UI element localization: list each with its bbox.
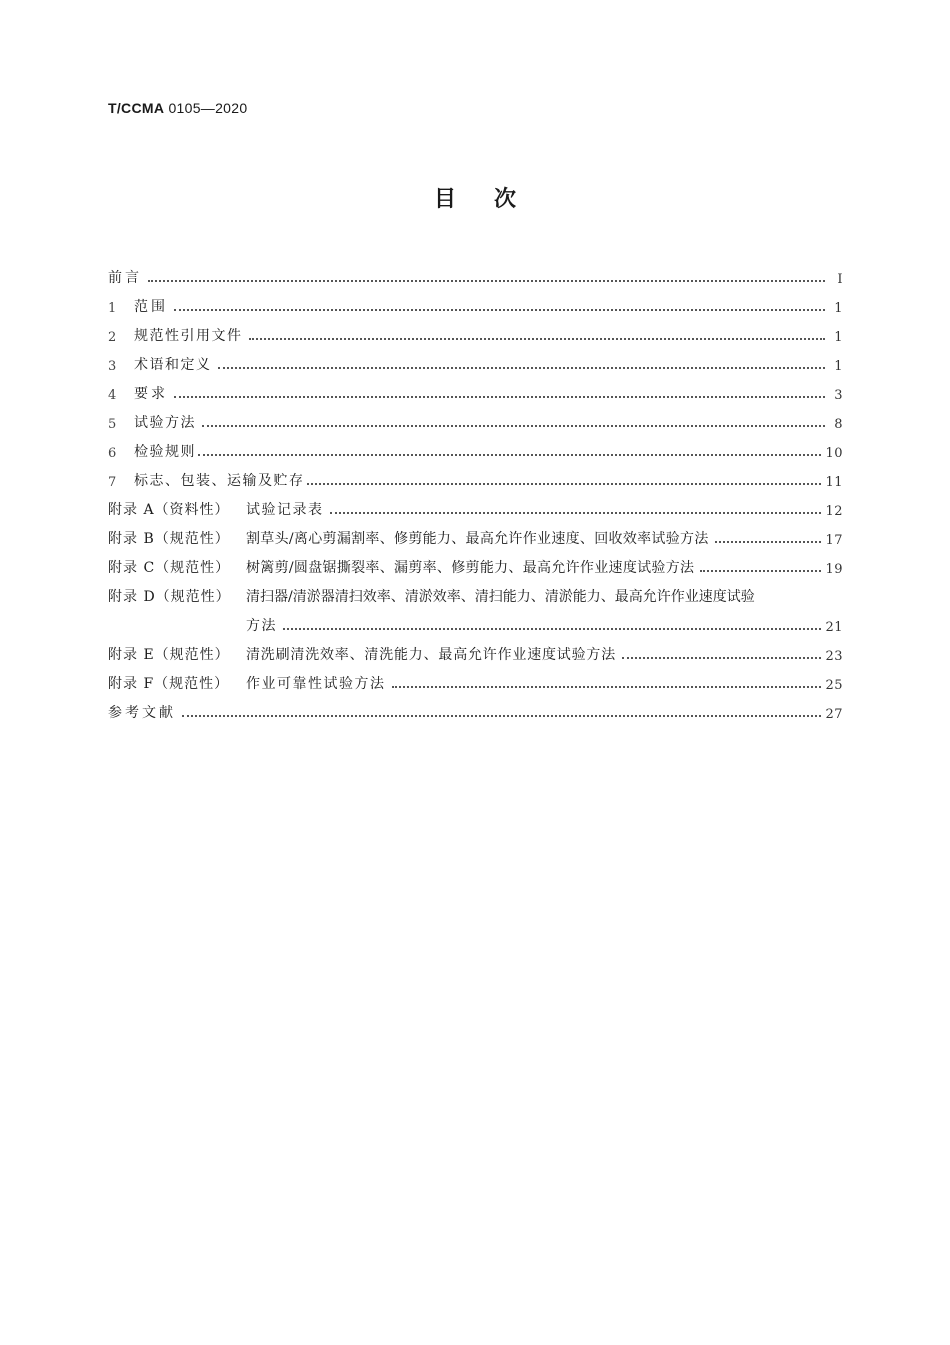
toc-page-number: 1 [834,359,843,374]
toc-section-number: 5 [108,417,117,432]
annex-label: 附录 C（规范性） [108,560,231,576]
dot-leader [174,395,825,398]
annex-label: 附录 A（资料性） [108,502,230,518]
toc-entry-text: 前言 [108,270,142,286]
annex-label: 附录 B（规范性） [108,531,230,547]
annex-label: 附录 D（规范性） [108,589,231,605]
toc-entry-text: 割草头/离心剪漏割率、修剪能力、最高允许作业速度、回收效率试验方法 [246,531,709,547]
toc-page-number: 8 [834,417,843,432]
dot-leader [307,482,822,485]
toc-entry-text: 规范性引用文件 [134,328,243,344]
annex-label: 附录 F（规范性） [108,676,230,692]
toc-entry-foreword[interactable] [108,258,843,287]
toc-entry-normative-references[interactable] [108,316,843,345]
toc-entry-text: 参考文献 [108,705,176,721]
toc-entry-annex-a[interactable] [108,490,843,519]
standard-number: 0105—2020 [168,100,248,116]
toc-entry-annex-b[interactable] [108,519,843,548]
toc-entry-text: 检验规则 [134,444,196,460]
toc-entry-annex-d-continued[interactable] [108,606,843,635]
toc-entry-text: 标志、包装、运输及贮存 [134,473,305,489]
dot-leader [174,308,825,311]
toc-page-number: 3 [834,388,843,403]
toc-entry-annex-f[interactable] [108,664,843,693]
toc-entry-text: 试验记录表 [246,502,324,518]
toc-entry-terms[interactable] [108,345,843,374]
toc-page-number: Ⅰ [837,272,843,287]
dot-leader [622,656,821,659]
page-title: 目次 [433,187,554,212]
dot-leader [218,366,826,369]
standard-code: T/CCMA [108,100,165,116]
toc-section-number: 2 [108,330,117,345]
dot-leader [249,337,826,340]
toc-entry-text: 清扫器/清淤器清扫效率、清淤效率、清扫能力、清淤能力、最高允许作业速度试验 [246,589,755,605]
dot-leader [392,685,822,688]
toc-page-number: 1 [834,330,843,345]
toc-entry-marking-packaging[interactable] [108,461,843,490]
toc-entry-annex-c[interactable] [108,548,843,577]
dot-leader [148,279,825,282]
toc-page-number: 19 [825,562,843,577]
toc-entry-text-continued: 方法 [246,618,277,634]
table-of-contents [108,258,843,722]
toc-entry-text: 术语和定义 [134,357,212,373]
toc-section-number: 6 [108,446,117,461]
annex-label: 附录 E（规范性） [108,647,230,663]
toc-entry-test-methods[interactable] [108,403,843,432]
toc-page-number: 11 [825,475,843,490]
dot-leader [330,511,822,514]
toc-section-number: 7 [108,475,117,490]
dot-leader [198,453,821,456]
dot-leader [202,424,825,427]
dot-leader [715,540,822,543]
toc-entry-requirements[interactable] [108,374,843,403]
toc-section-number: 3 [108,359,117,374]
toc-page-number: 25 [825,678,843,693]
toc-entry-text: 作业可靠性试验方法 [246,676,386,692]
dot-leader [283,627,821,630]
toc-page-number: 10 [825,446,843,461]
toc-section-number: 1 [108,301,117,316]
toc-entry-text: 清洗刷清洗效率、清洗能力、最高允许作业速度试验方法 [246,647,616,663]
toc-entry-annex-e[interactable] [108,635,843,664]
toc-page-number: 12 [825,504,843,519]
toc-page-number: 23 [825,649,843,664]
toc-entry-text: 范围 [134,299,168,315]
dot-leader [182,714,821,717]
toc-page-number: 27 [825,707,843,722]
toc-entry-scope[interactable] [108,287,843,316]
toc-entry-text: 试验方法 [134,415,196,431]
dot-leader [700,569,821,572]
toc-entry-text: 要求 [134,386,168,402]
toc-entry-annex-d[interactable] [108,577,843,606]
document-code [108,100,247,116]
toc-page-number: 21 [825,620,843,635]
toc-page-number: 1 [834,301,843,316]
toc-section-number: 4 [108,388,117,403]
toc-page-number: 17 [825,533,843,548]
toc-entry-text: 树篱剪/圆盘锯撕裂率、漏剪率、修剪能力、最高允许作业速度试验方法 [246,560,695,576]
toc-entry-inspection-rules[interactable] [108,432,843,461]
toc-entry-bibliography[interactable] [108,693,843,722]
